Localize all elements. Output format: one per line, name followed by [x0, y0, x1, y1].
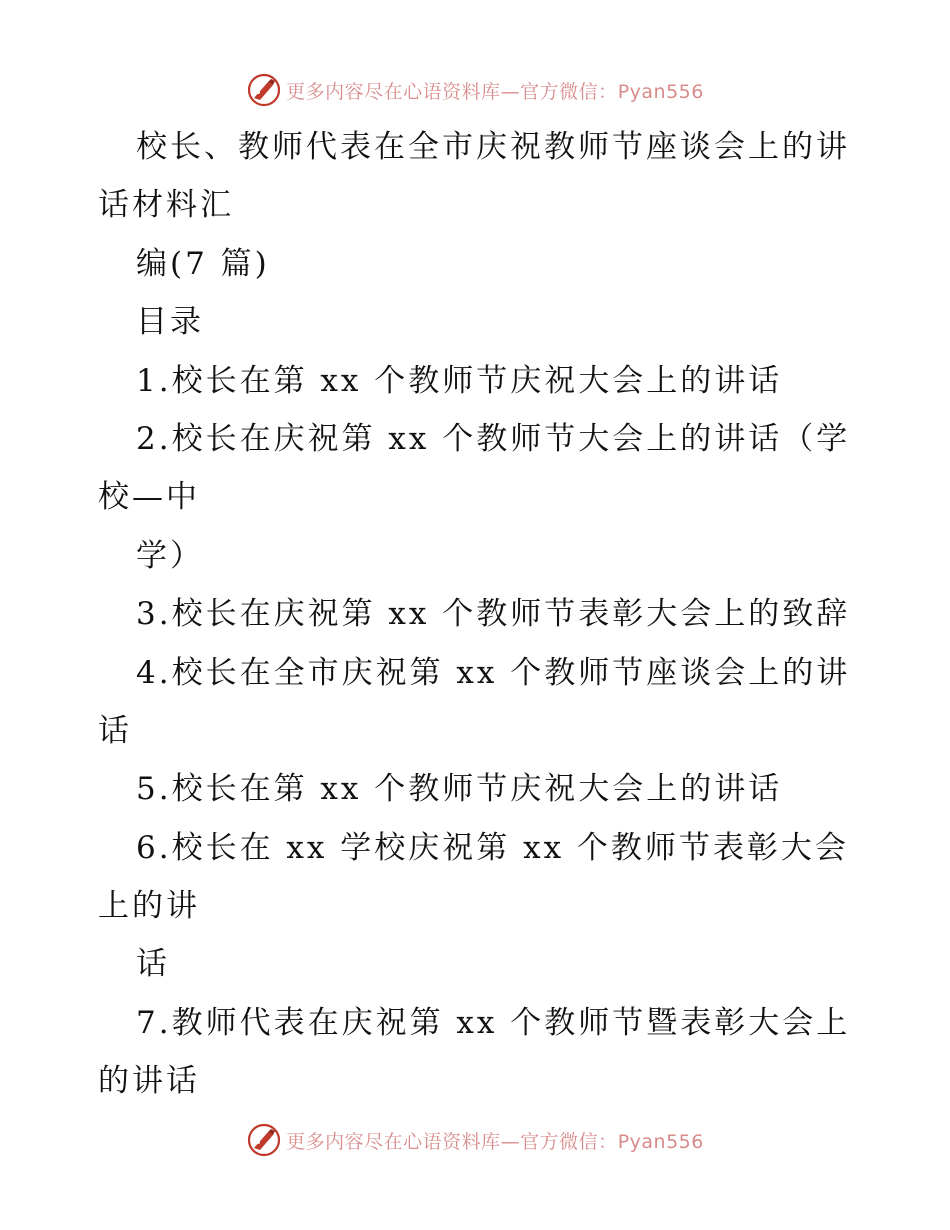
- banner-wechat-label: 官方微信：: [520, 80, 618, 103]
- banner-separator: —: [500, 80, 521, 103]
- toc-item-6-cont2: 话: [136, 946, 170, 983]
- toc-item-1: 1.校长在第 xx 个教师节庆祝大会上的讲话: [136, 362, 783, 399]
- banner-separator: —: [500, 1130, 521, 1153]
- banner-text: [286, 77, 704, 104]
- banner-site-text: 更多内容尽在心语资料库: [286, 80, 501, 103]
- footer-banner: [0, 1120, 950, 1160]
- header-banner: [0, 70, 950, 110]
- toc-item-2-cont: 校—中: [98, 479, 200, 516]
- banner-wechat-id: Pyan556: [617, 1130, 704, 1153]
- toc-item-4: 4.校长在全市庆祝第 xx 个教师节座谈会上的讲: [136, 654, 851, 691]
- toc-item-2-cont2: 学）: [136, 537, 204, 574]
- doc-title-line-1: 校长、教师代表在全市庆祝教师节座谈会上的讲: [136, 129, 850, 165]
- doc-title-line-3: 编(7 篇): [136, 245, 270, 282]
- toc-item-5: 5.校长在第 xx 个教师节庆祝大会上的讲话: [136, 771, 783, 808]
- toc-item-7: 7.教师代表在庆祝第 xx 个教师节暨表彰大会上: [136, 1004, 851, 1041]
- banner-wechat-label: 官方微信：: [520, 1130, 618, 1153]
- toc-item-7-cont: 的讲话: [98, 1063, 200, 1100]
- toc-item-2: 2.校长在庆祝第 xx 个教师节大会上的讲话（学: [136, 420, 851, 457]
- toc-item-6-cont: 上的讲: [98, 888, 200, 925]
- toc-item-3: 3.校长在庆祝第 xx 个教师节表彰大会上的致辞: [136, 596, 851, 633]
- toc-heading: 目录: [136, 304, 204, 341]
- banner-text: [286, 1127, 704, 1154]
- document-body: [98, 118, 858, 1111]
- pen-nib-logo-icon: [246, 72, 282, 108]
- doc-title-line-2: 话材料汇: [98, 187, 234, 224]
- banner-site-text: 更多内容尽在心语资料库: [286, 1130, 501, 1153]
- banner-wechat-id: Pyan556: [617, 80, 704, 103]
- toc-item-4-cont: 话: [98, 712, 132, 749]
- pen-nib-logo-icon: [246, 1122, 282, 1158]
- toc-item-6: 6.校长在 xx 学校庆祝第 xx 个教师节表彰大会: [136, 829, 849, 866]
